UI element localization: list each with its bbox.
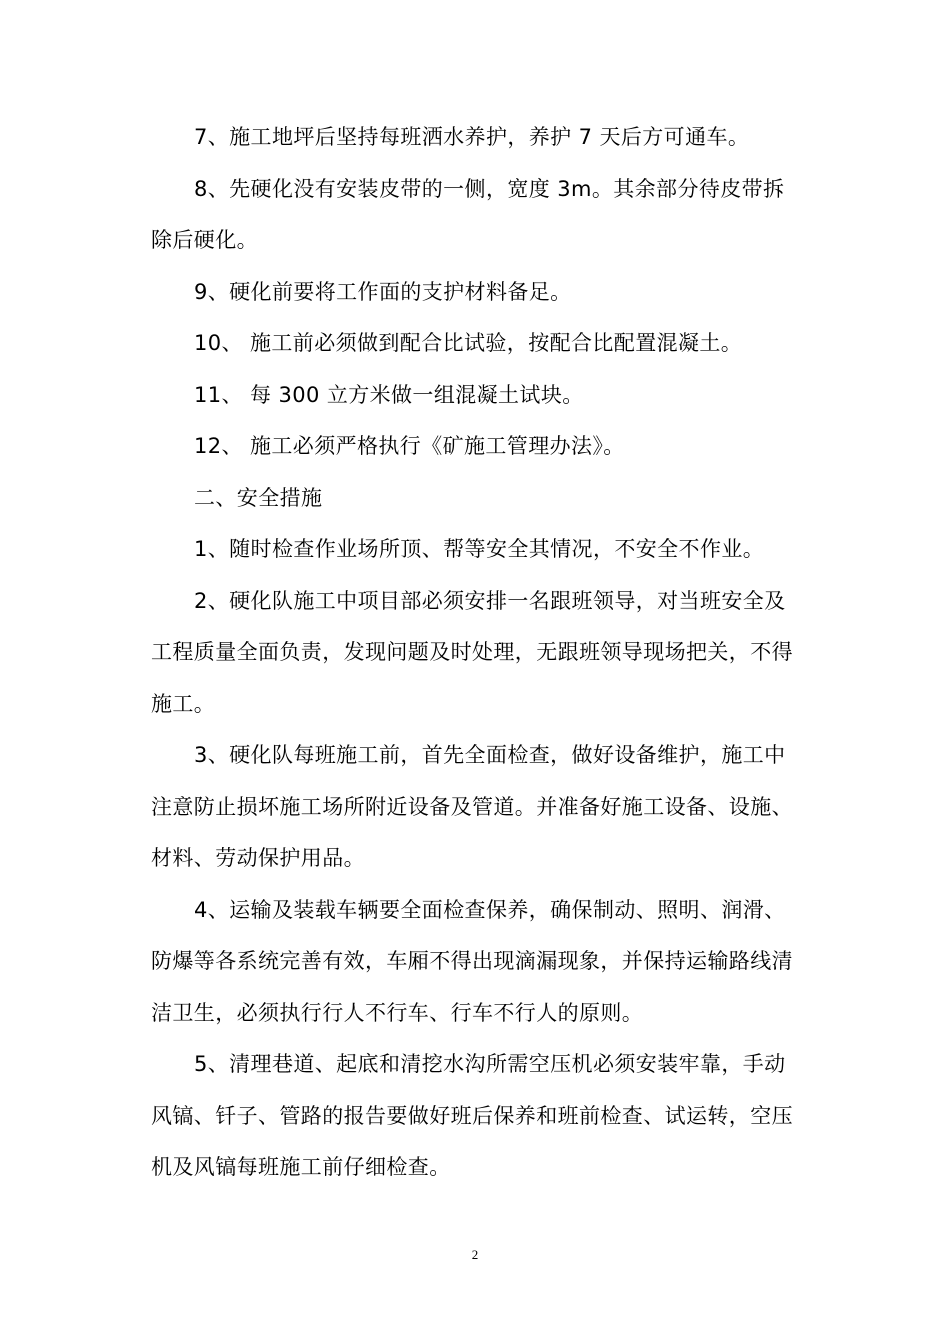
safety-item-5: 5、清理巷道、起底和清挖水沟所需空压机必须安装牢靠，手动风镐、钎子、管路的报告要做好班后保养和班前检查、试运转，空压机及风镐每班施工前仔细检查。 xyxy=(151,1052,793,1179)
paragraph-12: 12、 施工必须严格执行《矿施工管理办法》。 xyxy=(194,434,625,458)
page-number: 2 xyxy=(471,1247,479,1262)
safety-item-2: 2、硬化队施工中项目部必须安排一名跟班领导，对当班安全及工程质量全面负责，发现问题及时处理，无跟班领导现场把关，不得施工。 xyxy=(151,588,793,716)
paragraph-11: 11、 每 300 立方米做一组混凝土试块。 xyxy=(194,382,584,407)
paragraph-7: 7、施工地坪后坚持每班洒水养护，养护 7 天后方可通车。 xyxy=(194,125,750,149)
paragraph-9: 9、硬化前要将工作面的支护材料备足。 xyxy=(194,279,572,304)
body-text xyxy=(151,112,801,1194)
paragraph-8: 8、先硬化没有安装皮带的一侧，宽度 3m。其余部分待皮带拆除后硬化。 xyxy=(151,176,785,252)
paragraph-10: 10、 施工前必须做到配合比试验，按配合比配置混凝土。 xyxy=(194,331,743,355)
section-heading-safety: 二、安全措施 xyxy=(194,485,323,510)
safety-item-3: 3、硬化队每班施工前，首先全面检查，做好设备维护，施工中注意防止损坏施工场所附近设备及管道。并准备好施工设备、设施、材料、劳动保护用品。 xyxy=(151,743,793,870)
safety-item-1: 1、随时检查作业场所顶、帮等安全其情况，不安全不作业。 xyxy=(194,537,765,561)
safety-item-4: 4、运输及装载车辆要全面检查保养，确保制动、照明、润滑、防爆等各系统完善有效，车厢不得出现滴漏现象，并保持运输路线清洁卫生，必须执行行人不行车、行车不行人的原则。 xyxy=(151,897,793,1025)
